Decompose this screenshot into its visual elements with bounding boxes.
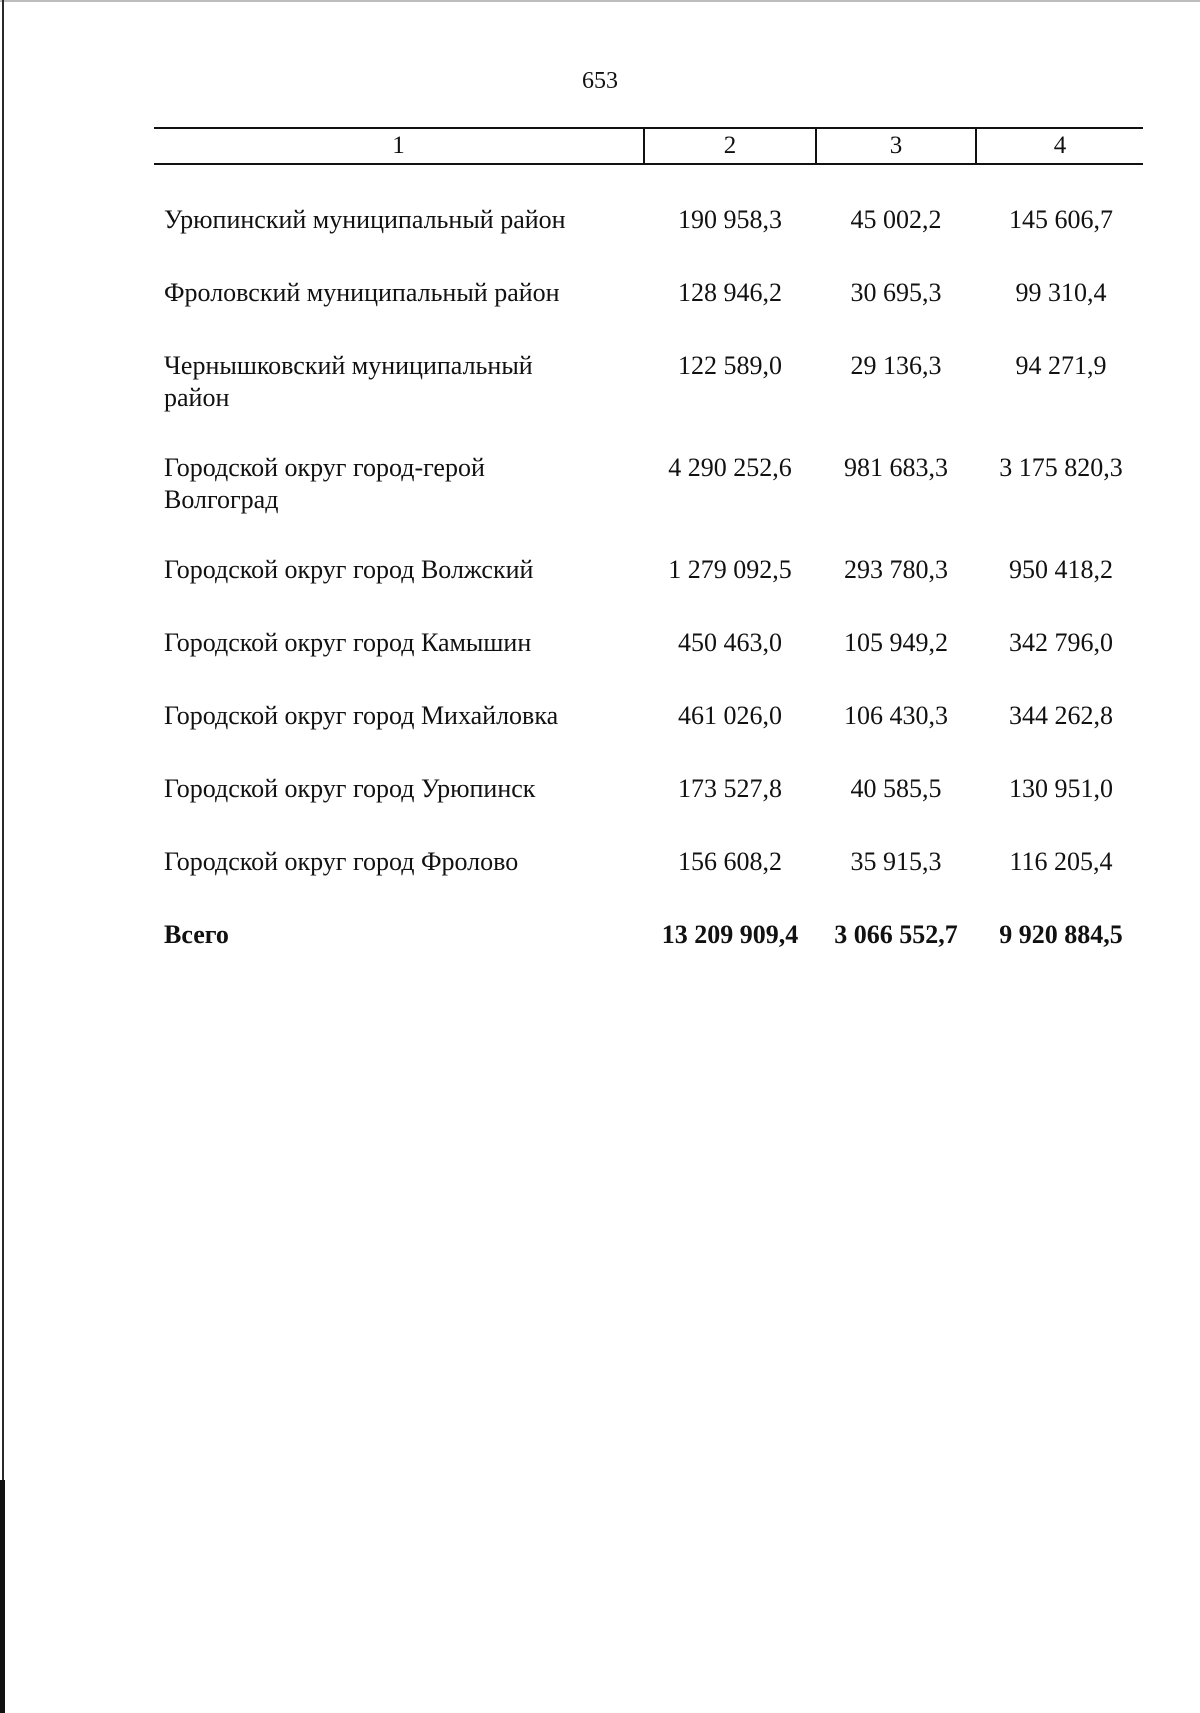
row-value-col-4: 3 175 820,3 [999,453,1123,482]
row-value-col-4: 145 606,7 [1009,205,1113,234]
row-value-col-2: 128 946,2 [678,278,782,307]
row-name: Городской округ город Урюпинск [164,774,536,803]
row-value-col-4: 342 796,0 [1009,628,1113,657]
row-value-col-4: 950 418,2 [1009,555,1113,584]
row-value-col-2: 156 608,2 [678,847,782,876]
row-name: Городской округ город Фролово [164,847,519,876]
row-name: Городской округ город-герой Волгоград [164,453,485,514]
row-value-col-2: 190 958,3 [678,205,782,234]
row-value-col-2: 173 527,8 [678,774,782,803]
row-value-col-2: 122 589,0 [678,351,782,380]
row-name: Урюпинский муниципальный район [164,205,566,234]
scan-left-edge-mark [0,1480,5,1713]
header-bottom-rule [154,163,1143,165]
row-name: Чернышковский муниципальный район [164,351,533,412]
row-value-col-3: 29 136,3 [850,351,942,380]
row-value-col-4: 130 951,0 [1009,774,1113,803]
header-col-1: 1 [392,132,405,159]
row-name: Городской округ город Камышин [164,628,532,657]
row-value-col-2: 4 290 252,6 [668,453,792,482]
header-col-3: 3 [889,132,903,159]
row-value-col-3: 45 002,2 [850,205,942,234]
header-col-2: 2 [723,132,737,159]
total-value-col-3: 3 066 552,7 [834,920,958,949]
row-name: Фроловский муниципальный район [164,278,560,307]
row-value-col-3: 35 915,3 [850,847,942,876]
row-value-col-3: 981 683,3 [844,453,948,482]
row-value-col-3: 293 780,3 [844,555,948,584]
row-value-col-3: 40 585,5 [850,774,942,803]
row-value-col-4: 99 310,4 [1015,278,1107,307]
row-value-col-2: 461 026,0 [678,701,782,730]
row-value-col-3: 105 949,2 [844,628,948,657]
scan-top-edge [0,0,1200,2]
row-value-col-4: 94 271,9 [1015,351,1107,380]
row-value-col-2: 1 279 092,5 [668,555,792,584]
row-name: Городской округ город Волжский [164,555,534,584]
row-value-col-3: 106 430,3 [844,701,948,730]
row-name: Городской округ город Михайловка [164,701,559,730]
header-col-4: 4 [1053,132,1067,159]
total-label: Всего [164,920,229,949]
row-value-col-4: 344 262,8 [1009,701,1113,730]
total-value-col-4: 9 920 884,5 [999,920,1123,949]
row-value-col-4: 116 205,4 [1009,847,1113,876]
page-number: 653 [582,68,618,94]
row-value-col-3: 30 695,3 [850,278,942,307]
total-value-col-2: 13 209 909,4 [661,920,799,949]
row-value-col-2: 450 463,0 [678,628,782,657]
scan-left-edge [2,0,4,1713]
